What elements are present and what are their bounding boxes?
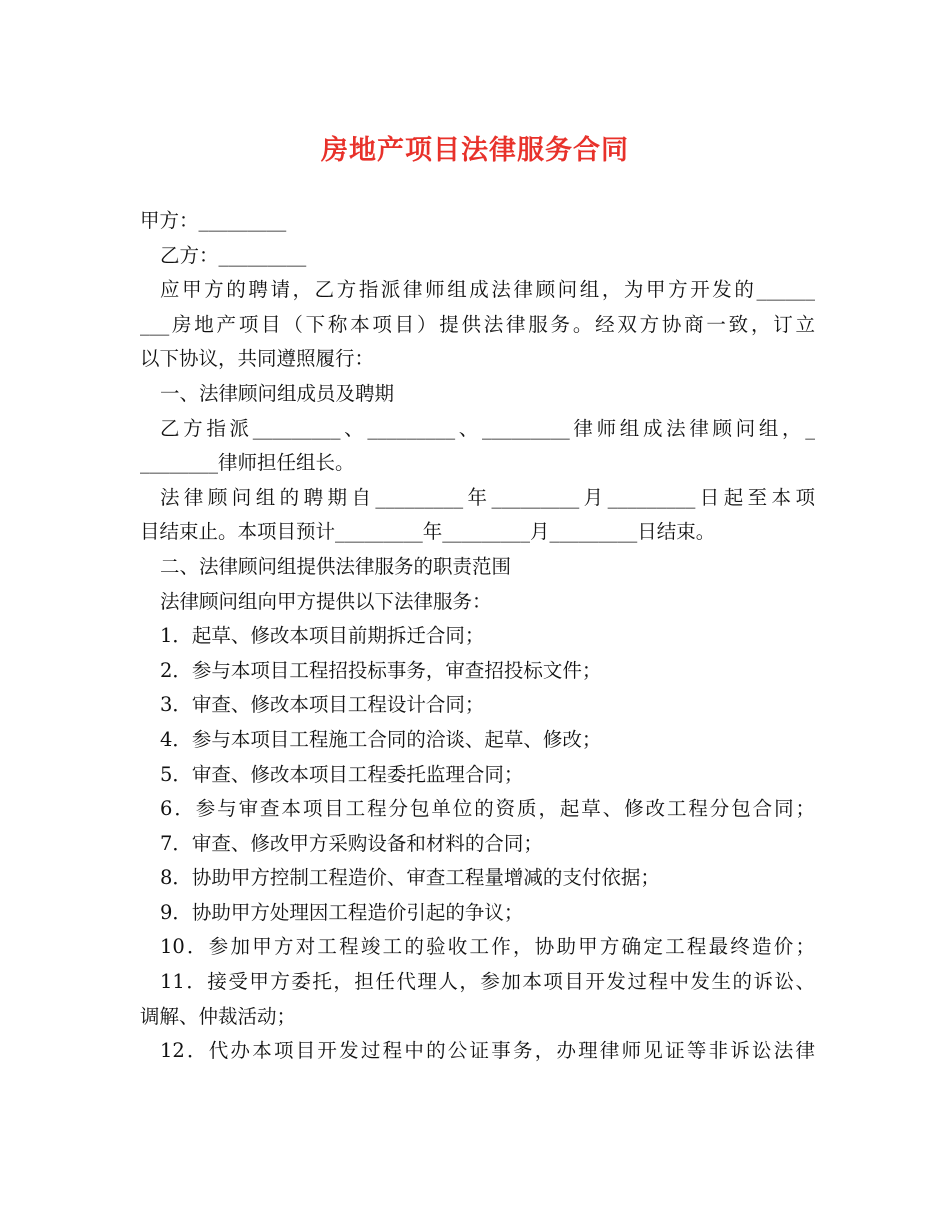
list-item: 9．协助甲方处理因工程造价引起的争议； [160, 900, 524, 924]
list-item: 12．代办本项目开发过程中的公证事务，办理律师见证等非诉讼法律 [160, 1039, 815, 1063]
paragraph-line: 法律顾问组的聘期自_________年_________月_________日起至本项 [160, 485, 815, 509]
paragraph-line: 乙方指派_________、_________、_________律师组成法律顾问组，_ [160, 416, 815, 440]
party-b-line: 乙方：_________ [160, 243, 307, 267]
party-a-line: 甲方：_________ [140, 209, 287, 232]
list-item: 7．审查、修改甲方采购设备和材料的合同； [160, 831, 543, 855]
list-item: 5．审查、修改本项目工程委托监理合同； [160, 762, 524, 786]
paragraph-line: 应甲方的聘请，乙方指派律师组成法律顾问组，为甲方开发的______ [160, 278, 815, 302]
section-heading: 二、法律顾问组提供法律服务的职责范围 [160, 554, 512, 578]
list-item: 11．接受甲方委托，担任代理人，参加本项目开发过程中发生的诉讼、 [160, 970, 815, 994]
paragraph-line: ___房地产项目（下称本项目）提供法律服务。经双方协商一致，订立 [140, 312, 815, 336]
paragraph-line: 以下协议，共同遵照履行： [140, 347, 375, 371]
list-item: 3．审查、修改本项目工程设计合同； [160, 693, 485, 717]
document-body [140, 204, 815, 1069]
paragraph-line: ________律师担任组长。 [140, 451, 355, 475]
paragraph-line: 目结束止。本项目预计_________年_________月_________日结束。 [140, 520, 716, 544]
list-item: 10．参加甲方对工程竣工的验收工作，协助甲方确定工程最终造价； [160, 935, 815, 959]
list-item: 1．起草、修改本项目前期拆迁合同； [160, 624, 485, 648]
paragraph-line: 法律顾问组向甲方提供以下法律服务： [160, 589, 492, 613]
list-item: 2．参与本项目工程招投标事务，审查招投标文件； [160, 658, 602, 682]
list-item: 6．参与审查本项目工程分包单位的资质，起草、修改工程分包合同； [160, 797, 815, 821]
list-item: 8．协助甲方控制工程造价、审查工程量增减的支付依据； [160, 866, 660, 890]
document-title: 房地产项目法律服务合同 [321, 135, 629, 166]
section-heading: 一、法律顾问组成员及聘期 [160, 381, 395, 405]
list-item: 4．参与本项目工程施工合同的洽谈、起草、修改； [160, 727, 602, 751]
list-item-continuation: 调解、仲裁活动； [140, 1004, 297, 1028]
